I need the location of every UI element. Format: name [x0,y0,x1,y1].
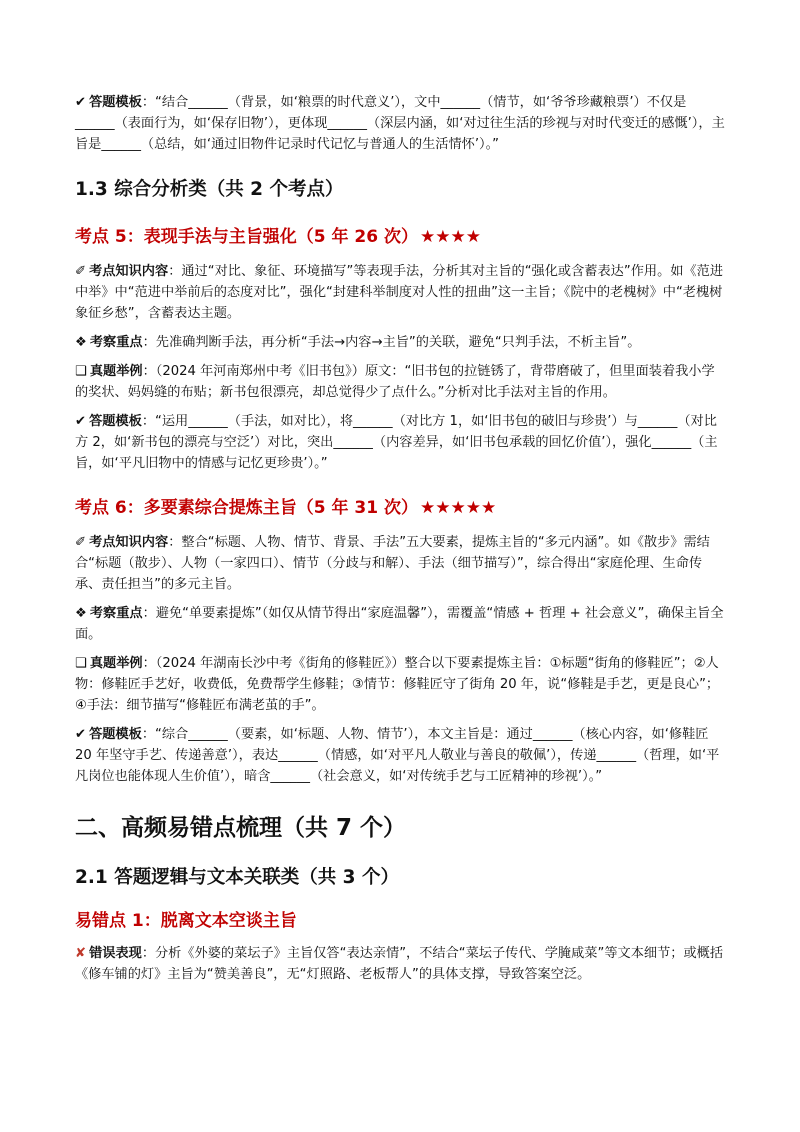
kaodian-6-focus [75,603,725,645]
answer-template-label: 答题模板 [89,727,142,742]
kaodian-5-title: 考点 5：表现手法与主旨强化（5 年 26 次） [75,227,418,247]
diamond-icon: ❖ [75,606,87,621]
diamond-icon: ❖ [75,335,87,350]
focus-text: ：先准确判断手法，再分析“手法→内容→主旨”的关联，避免“只判手法，不析主旨”。 [142,335,641,350]
knowledge-label: 考点知识内容 [89,264,169,279]
kaodian-5-heading [75,225,725,249]
answer-template-paragraph [75,92,725,155]
example-text: ：（2024 年河南郑州中考《旧书包》）原文：“旧书包的拉链锈了，背带磨破了，但里面装着我小学的奖状、妈妈缝的布贴；新书包很漂亮，却总觉得少了点什么。”分析对比手法对主旨的作用。 [75,364,715,400]
kaodian-5-focus [75,332,725,353]
star-rating-icon: ★★★★ [420,227,481,247]
check-icon: ✔ [75,727,87,742]
pencil-icon: ✐ [75,535,87,550]
error-text: ：分析《外婆的菜坛子》主旨仅答“表达亲情”，不结合“菜坛子传代、学腌咸菜”等文本细节；或概括《修车铺的灯》主旨为“赞美善良”，无“灯照路、老板帮人”的具体支撑，导致答案空泛。 [75,946,724,982]
error-point-1-body [75,943,725,985]
answer-template-text: ：“运用______（手法，如对比），将______（对比方 1，如‘旧书包的破旧与珍贵’）与______（对比方 2，如‘新书包的漂亮与空泛’）对比，突出______（内容差异，如‘旧书包承载的回忆价值’），强化______（主旨，如‘平凡旧物中的情感与记忆更珍贵’）。” [75,414,718,471]
focus-text: ：避免“单要素提炼”（如仅从情节得出“家庭温馨”），需覆盖“情感 + 哲理 + 社会意义”，确保主旨全面。 [75,606,724,642]
check-icon: ✔ [75,95,87,110]
error-label: 错误表现 [89,946,142,961]
section-heading-2: 二、高频易错点梳理（共 7 个） [75,815,407,841]
kaodian-6-heading [75,496,725,520]
pencil-icon: ✐ [75,264,87,279]
section-heading-1-3: 1.3 综合分析类（共 2 个考点） [75,179,344,200]
kaodian-5-example [75,361,725,403]
example-label: 真题举例 [89,656,143,671]
answer-template-label: 答题模板 [89,414,142,429]
check-icon: ✔ [75,414,87,429]
kaodian-6-title: 考点 6：多要素综合提炼主旨（5 年 31 次） [75,498,418,518]
square-bullet-icon: ❑ [75,656,87,671]
section-heading-2-1: 2.1 答题逻辑与文本关联类（共 3 个） [75,867,399,888]
document-page [75,92,725,993]
error-point-1-heading: 易错点 1：脱离文本空谈主旨 [75,911,297,931]
cross-icon: ✘ [75,946,87,961]
kaodian-5-template [75,411,725,474]
knowledge-label: 考点知识内容 [89,535,169,550]
square-bullet-icon: ❑ [75,364,87,379]
focus-label: 考察重点 [89,606,143,621]
kaodian-6-knowledge [75,532,725,595]
knowledge-text: ：整合“标题、人物、情节、背景、手法”五大要素，提炼主旨的“多元内涵”。如《散步》需结合“标题（散步）、人物（一家四口）、情节（分歧与和解）、手法（细节描写）”，综合得出“家庭伦理、生命传承、责任担当”的多元主旨。 [75,535,710,592]
answer-template-text: ：“结合______（背景，如‘粮票的时代意义’），文中______（情节，如‘爷爷珍藏粮票’）不仅是______（表面行为，如‘保存旧物’），更体现______（深层内涵，如‘对过往生活的珍视与对时代变迁的感慨’），主旨是______（总结，如‘通过旧物件记录时代记忆与普通人的生活情怀’）。” [75,95,725,152]
kaodian-6-template [75,724,725,787]
answer-template-text: ：“综合______（要素，如‘标题、人物、情节’），本文主旨是：通过______（核心内容，如‘修鞋匠 20 年坚守手艺、传递善意’），表达______（情感，如‘对平凡人敬业与善良的敬佩’），传递______（哲理，如‘平凡岗位也能体现人生价值’），暗含______（社会意义，如‘对传统手艺与工匠精神的珍视’）。” [75,727,720,784]
star-rating-icon: ★★★★★ [420,498,497,518]
answer-template-label: 答题模板 [89,95,142,110]
knowledge-text: ：通过“对比、象征、环境描写”等表现手法，分析其对主旨的“强化或含蓄表达”作用。如《范进中举》中“范进中举前后的态度对比”，强化“封建科举制度对人性的扭曲”这一主旨；《院中的老槐树》中“老槐树象征乡愁”，含蓄表达主题。 [75,264,724,321]
focus-label: 考察重点 [89,335,143,350]
kaodian-6-example [75,653,725,716]
example-text: ：（2024 年湖南长沙中考《街角的修鞋匠》）整合以下要素提炼主旨：①标题“街角的修鞋匠”；②人物：修鞋匠手艺好，收费低，免费帮学生修鞋；③情节：修鞋匠守了街角 20 年，说“修鞋是手艺，更是良心”；④手法：细节描写“修鞋匠布满老茧的手”。 [75,656,720,713]
example-label: 真题举例 [89,364,143,379]
kaodian-5-knowledge [75,261,725,324]
